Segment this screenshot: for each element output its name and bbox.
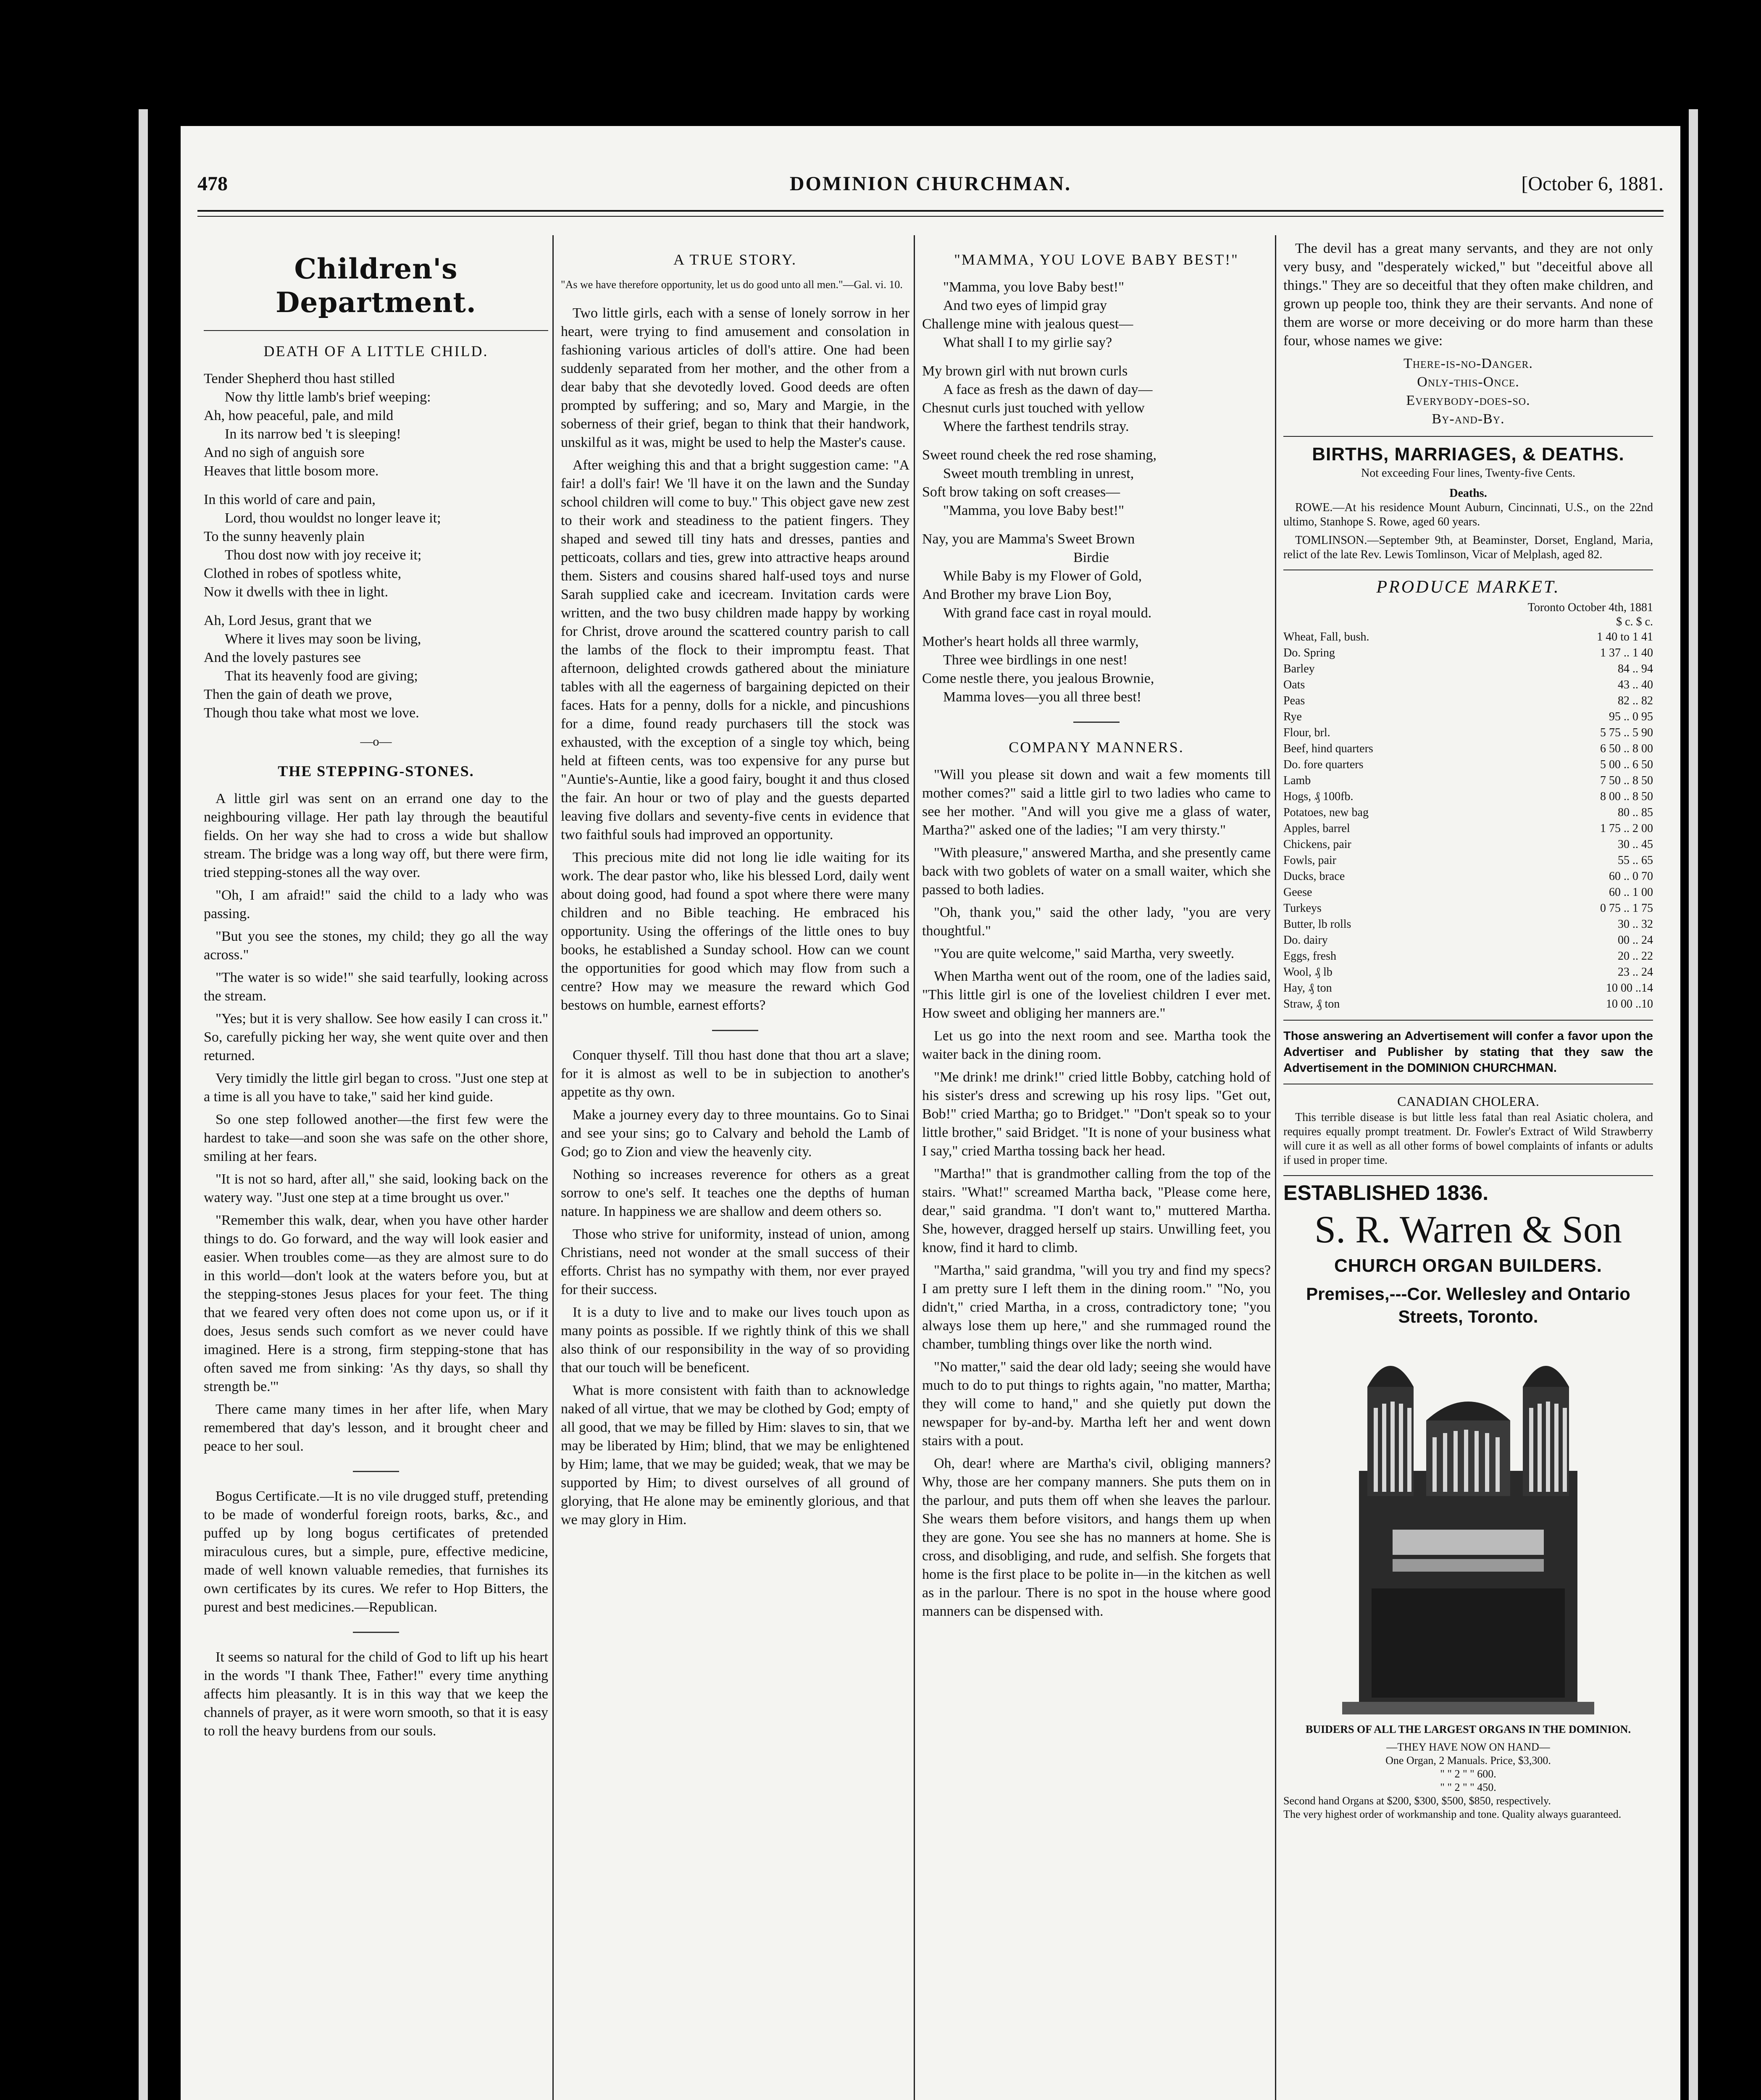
market-row: [1283, 837, 1653, 853]
column-divider: [914, 235, 915, 2100]
pipe-organ-illustration: [1342, 1336, 1594, 1714]
market-units: $ c. $ c.: [1616, 615, 1653, 628]
firm-name: S. R. Warren & Son: [1314, 1208, 1622, 1251]
verse-line: And the lovely pastures see: [204, 650, 361, 665]
verse-line: Mamma loves—you all three best!: [943, 689, 1142, 705]
market-row: [1283, 677, 1653, 693]
verse-line: Now thy little lamb's brief weeping:: [225, 389, 431, 405]
market-table: [1283, 629, 1653, 1012]
organ-price-line: One Organ, 2 Manuals. Price, $3,300.: [1385, 1754, 1551, 1767]
verse-line: "Mamma, you love Baby best!": [943, 503, 1124, 518]
paragraph: This precious mite did not long lie idle waiting for its work. The dear pastor who, like his blessed Lord, daily went about doing good, had found a spot where there were many children and no Bible teaching. He embraced his opportunity. Using the offerings of the little ones to buy books, he established a Sunday school. How can we count the opportunities for good which may flow from such a centre? How may we measure the reward which God bestows on humble, earnest efforts?: [561, 850, 909, 1013]
deaths-heading: Deaths.: [1449, 487, 1487, 500]
paragraph: "The water is so wide!" she said tearfully, looking across the stream.: [204, 970, 548, 1004]
market-price: 20 .. 22: [1618, 950, 1653, 963]
market-price: 82 .. 82: [1618, 694, 1653, 707]
paragraph: Very timidly the little girl began to cross. "Just one step at a time is all you have to take," said her kind guide.: [204, 1071, 548, 1105]
verse-line: Where the farthest tendrils stray.: [943, 419, 1129, 434]
market-price: 23 .. 24: [1618, 966, 1653, 979]
market-price: 5 00 .. 6 50: [1600, 758, 1653, 771]
verse-line: Now it dwells with thee in light.: [204, 584, 389, 600]
paragraph: It seems so natural for the child of God to lift up his heart in the words "I thank Thee, Father!" every time anything affects him pleasantly. It is in this way that we keep the channels of prayer, as it were worn smooth, so that it is easy to roll the heavy burdens from our souls.: [204, 1649, 548, 1739]
paragraph: A little girl was sent on an errand one day to the neighbouring village. Her path lay through the beautiful fields. On her way she had to cross a wide but shallow stream. The bridge was a long way off, but there were firm, tried stepping-stones all the way over.: [204, 791, 548, 880]
verse-line: My brown girl with nut brown curls: [922, 363, 1128, 379]
paragraph: Bogus Certificate.—It is no vile drugged stuff, pretending to be made of wonderful foreign roots, barks, &c., and puffed up by long bogus certificates of pretended miraculous cures, but a simple, pure, effective medicine, made of well known valuable remedies, that furnishes its own certificates by its cures. We refer to Hop Bitters, the purest and best medicines.—Republican.: [204, 1488, 548, 1615]
poem-title: DEATH OF A LITTLE CHILD.: [263, 343, 489, 360]
divider: [1283, 1020, 1653, 1021]
market-date: Toronto October 4th, 1881: [1527, 601, 1653, 614]
market-price: 60 .. 0 70: [1609, 870, 1653, 883]
market-item: Lamb: [1283, 774, 1311, 787]
market-item: Ducks, brace: [1283, 870, 1345, 883]
market-item: Wheat, Fall, bush.: [1283, 630, 1369, 643]
market-item: Fowls, pair: [1283, 854, 1336, 867]
market-row: [1283, 948, 1653, 964]
market-row: [1283, 916, 1653, 932]
market-price: 00 .. 24: [1618, 934, 1653, 947]
market-price: 10 00 ..14: [1606, 982, 1653, 995]
advertiser-notice: Those answering an Advertisement will confer a favor upon the Advertiser and Publisher by stating that they saw the Advertisement in the DOMINION CHURCHMAN.: [1283, 1029, 1653, 1075]
servant-name: Everybody-does-so.: [1406, 393, 1530, 408]
verse-line: That its heavenly food are giving;: [225, 668, 418, 684]
divider: [1283, 436, 1653, 437]
servant-name: Only-this-Once.: [1417, 374, 1519, 390]
stanza: [204, 491, 548, 601]
page-number: 478: [197, 173, 228, 195]
market-row: [1283, 996, 1653, 1012]
page-fringe-left: [139, 109, 148, 2100]
column-2: [561, 239, 909, 2100]
market-item: Rye: [1283, 710, 1302, 723]
market-row: [1283, 645, 1653, 661]
notices-rate: Not exceeding Four lines, Twenty-five Cents.: [1361, 467, 1575, 480]
story-title: COMPANY MANNERS.: [1009, 739, 1184, 756]
column-4: [1283, 239, 1653, 2100]
paragraph: "Martha!" that is grandmother calling from the top of the stairs. "What!" screamed Martha back, "Please come here, dear," said grandma. "I don't want to," muttered Martha. She, however, dragged herself up stairs. Unwilling feet, you know, find it hard to climb.: [922, 1166, 1271, 1255]
organ-icon: [1342, 1336, 1594, 1714]
paragraph: "Martha," said grandma, "will you try and find my specs? I am pretty sure I left them in the dining room." "No, you didn't," cried Martha, in a cross, contradictory tone; "you always lose them up here," and she rummaged round the chamber, tumbling things over like the north wind.: [922, 1263, 1271, 1352]
scan-border-left: [0, 0, 134, 2100]
market-price: 1 40 to 1 41: [1597, 630, 1653, 643]
verse-line: Three wee birdlings in one nest!: [943, 652, 1128, 668]
organ-price-line: " " 2 " " 450.: [1440, 1781, 1496, 1793]
divider: [204, 330, 548, 331]
market-item: Oats: [1283, 678, 1305, 691]
paragraph: Conquer thyself. Till thou hast done that thou art a slave; for it is almost as well to be in subjection to another's appetite as thy own.: [561, 1047, 909, 1100]
market-price: 95 .. 0 95: [1609, 710, 1653, 723]
paragraph: Make a journey every day to three mountains. Go to Sinai and see your sins; go to Calvary and behold the Lamb of God; go to Zion and view the heavenly city.: [561, 1107, 909, 1160]
stanza: [204, 612, 548, 722]
firm-subtitle: CHURCH ORGAN BUILDERS.: [1334, 1255, 1602, 1276]
market-row: [1283, 964, 1653, 980]
market-row: [1283, 693, 1653, 709]
organ-price-line: " " 2 " " 600.: [1440, 1768, 1496, 1780]
paragraph: The devil has a great many servants, and they are not only very busy, and "desperately wicked," but "deceitful above all things." They are so deceitful that they often make children, and grown up people too, think they are their servants. And none of them are worse or more deceiving or do more harm than these four, whose names we give:: [1283, 241, 1653, 349]
verse-line: Heaves that little bosom more.: [204, 463, 379, 479]
market-price: 8 00 .. 8 50: [1600, 790, 1653, 803]
verse-line: And no sigh of anguish sore: [204, 445, 365, 460]
paragraph: "It is not so hard, after all," she said, looking back on the watery way. "Just one step at a time brought us over.": [204, 1171, 548, 1205]
verse-line: Tender Shepherd thou hast stilled: [204, 371, 395, 386]
section-separator: —o—: [360, 735, 392, 748]
verse-line: While Baby is my Flower of Gold,: [943, 568, 1142, 584]
market-row: [1283, 741, 1653, 757]
stanza: [204, 370, 548, 480]
department-heading: Children's Department.: [276, 252, 476, 319]
verse-line: Chesnut curls just touched with yellow: [922, 400, 1145, 416]
market-price: 84 .. 94: [1618, 662, 1653, 675]
servant-name: There-is-no-Danger.: [1403, 356, 1533, 371]
cholera-heading: CANADIAN CHOLERA.: [1397, 1094, 1539, 1109]
issue-date: [October 6, 1881.: [1521, 173, 1664, 195]
builders-line: BUIDERS OF ALL THE LARGEST ORGANS IN THE DOMINION.: [1305, 1723, 1631, 1735]
paragraph: It is a duty to live and to make our lives touch upon as many points as possible. If we rightly think of this we shall also think of our responsibility in the way of so providing that our touch will be beneficent.: [561, 1305, 909, 1376]
paragraph: "Remember this walk, dear, when you have other harder things to do. Go forward, and the way will look easier and easier. When troubles come—as they are almost sure to do in this world—don't look at the waters before you, but at the stepping-stones Jesus places for your feet. The thing that we feared very often does not come upon us, or if it does, Jesus sends such comfort as we never could have imagined. Here is a strong, firm stepping-stone that has often saved me from sinking: 'As thy days, so shall thy strength be.'": [204, 1213, 548, 1394]
market-price: 55 .. 65: [1618, 854, 1653, 867]
market-item: Turkeys: [1283, 902, 1322, 915]
verse-line: Sweet round cheek the red rose shaming,: [922, 447, 1156, 463]
firm-address: Premises,---Cor. Wellesley and Ontario Streets, Toronto.: [1306, 1284, 1630, 1326]
death-notice: TOMLINSON.—September 9th, at Beaminster, Dorset, England, Maria, relict of the late Rev. Lewis Tomlinson, Vicar of Melplash, aged 82.: [1283, 534, 1653, 561]
verse-line: Ah, Lord Jesus, grant that we: [204, 613, 372, 628]
column-1: [204, 239, 548, 2100]
verse-line: In its narrow bed 't is sleeping!: [225, 426, 401, 442]
publication-title: DOMINION CHURCHMAN.: [789, 173, 1072, 195]
workmanship-line: The very highest order of workmanship and tone. Quality always guaranteed.: [1283, 1808, 1622, 1820]
market-row: [1283, 869, 1653, 885]
header-rule-thin: [197, 216, 1664, 217]
verse-line: Where it lives may soon be living,: [225, 631, 421, 647]
stanza: [922, 362, 1271, 436]
paragraph: Nothing so increases reverence for others as a great sorrow to one's self. It teaches one the depths of human nature. In happiness we are shallow and deem others so.: [561, 1167, 909, 1219]
market-price: 30 .. 45: [1618, 838, 1653, 851]
market-item: Chickens, pair: [1283, 838, 1351, 851]
verse-line: Challenge mine with jealous quest—: [922, 316, 1133, 332]
verse-line: Birdie: [1073, 550, 1109, 565]
market-price: 7 50 .. 8 50: [1600, 774, 1653, 787]
market-item: Hogs, ₰ 100fb.: [1283, 790, 1354, 803]
market-item: Hay, ₰ ton: [1283, 982, 1332, 995]
verse-line: To the sunny heavenly plain: [204, 529, 365, 544]
market-price: 43 .. 40: [1618, 678, 1653, 691]
verse-line: Nay, you are Mamma's Sweet Brown: [922, 531, 1135, 547]
market-item: Potatoes, new bag: [1283, 806, 1369, 819]
header-rule: [197, 210, 1664, 212]
paragraph: After weighing this and that a bright suggestion came: "A fair! a doll's fair! We 'll have it on the lawn and the Sunday school children will come to buy." This object gave new zest to their work and steadiness to the patient fingers. They shaped and sewed till tiny hats and dresses, panties and petticoats, collars and ties, grew into attractive heaps around them. Sisters and cousins shared half-used toys and nurse Sarah supplied cake and icecream. Invitation cards were written, and the two busy children made happy by working for Christ, drove around the scattered country parish to call the lambs of the flock to their impromptu feast. That afternoon, delighted crowds gathered about the miniature tables with all the eagerness of bargaining depicted on their faces. Hats for a penny, dolls for a nickle, and pincushions for a dime, found ready purchasers till the stock was exhausted, with the exception of a single toy which, being held at fifteen cents, was too expensive for any purse but "Auntie's-Auntie, like a good fairy, bought it and thus closed the fair. An hour or two of play and the guests departed leaving five dollars and seventy-five cents in evidence that two faithful souls had improved an opportunity.: [561, 457, 909, 843]
market-row: [1283, 853, 1653, 869]
page-fringe-right: [1689, 109, 1698, 2100]
paragraph: Those who strive for uniformity, instead of union, among Christians, need not wonder at the small success of their efforts. Christ has no sympathy with them, nor ever prayed for their success.: [561, 1226, 909, 1297]
market-row: [1283, 629, 1653, 645]
column-divider: [1275, 235, 1276, 2100]
market-price: 5 75 .. 5 90: [1600, 726, 1653, 739]
market-item: Wool, ₰ lb: [1283, 966, 1333, 979]
short-rule: [353, 1632, 399, 1633]
market-price: 60 .. 1 00: [1609, 886, 1653, 899]
verse-line: What shall I to my girlie say?: [943, 335, 1112, 350]
verse-line: A face as fresh as the dawn of day—: [943, 382, 1153, 397]
paragraph: When Martha went out of the room, one of the ladies said, "This little girl is one of the loveliest children I ever met. How sweet and obliging her manners are.": [922, 969, 1271, 1021]
divider: [1283, 1175, 1653, 1176]
market-item: Beef, hind quarters: [1283, 742, 1373, 755]
verse-line: Then the gain of death we prove,: [204, 687, 392, 702]
paragraph: "You are quite welcome," said Martha, very sweetly.: [934, 946, 1235, 961]
verse-line: "Mamma, you love Baby best!": [943, 279, 1124, 295]
market-item: Do. Spring: [1283, 646, 1335, 659]
market-price: 6 50 .. 8 00: [1600, 742, 1653, 755]
verse-line: Sweet mouth trembling in unrest,: [943, 466, 1134, 481]
market-row: [1283, 821, 1653, 837]
servant-name: By-and-By.: [1432, 411, 1505, 427]
market-item: Peas: [1283, 694, 1305, 707]
paragraph: "Me drink! me drink!" cried little Bobby, catching hold of his sister's dress and screwing up his rosy lips. "Get out, Bob!" cried Martha; go to Bridget." "Don't speak so to your little brother," said Bridget. "It is none of your business what I say," cried Martha tossing back her head.: [922, 1069, 1271, 1159]
market-item: Eggs, fresh: [1283, 950, 1336, 963]
story-title: THE STEPPING-STONES.: [278, 763, 474, 780]
column-divider: [552, 235, 554, 2100]
cholera-text: This terrible disease is but little less fatal than real Asiatic cholera, and requires equally prompt treatment. Dr. Fowler's Extract of Wild Strawberry will cure it as well as all other forms of bowel complaints of infants or adults if used in proper time.: [1283, 1111, 1653, 1167]
short-rule: [712, 1030, 758, 1031]
market-price: 10 00 ..10: [1606, 998, 1653, 1011]
on-hand-heading: —THEY HAVE NOW ON HAND—: [1386, 1741, 1550, 1753]
verse-line: And Brother my brave Lion Boy,: [922, 587, 1112, 602]
verse-line: Lord, thou wouldst no longer leave it;: [225, 510, 441, 526]
second-hand-line: Second hand Organs at $200, $300, $500, $850, respectively.: [1283, 1795, 1551, 1807]
paragraph: What is more consistent with faith than to acknowledge naked of all virtue, that we may be clothed by God; empty of all good, that we may be filled by Him: slaves to sin, that we may be liberated by Him; blind, that we may be enlightened by Him; lame, that we may be guided; weak, that we may be supported by Him; to divest ourselves of all ground of glorying, that He alone may be eminently glorious, and that we may glory in Him.: [561, 1383, 909, 1528]
market-heading: PRODUCE MARKET.: [1376, 578, 1560, 597]
market-row: [1283, 773, 1653, 789]
market-item: Barley: [1283, 662, 1315, 675]
short-rule: [353, 1471, 399, 1472]
verse-line: In this world of care and pain,: [204, 492, 376, 507]
market-row: [1283, 885, 1653, 900]
stanza: [922, 278, 1271, 352]
death-notice: ROWE.—At his residence Mount Auburn, Cincinnati, U.S., on the 22nd ultimo, Stanhope S. Rowe, aged 60 years.: [1283, 501, 1653, 528]
paragraph: "Oh, I am afraid!" said the child to a lady who was passing.: [204, 887, 548, 921]
paragraph: "Will you please sit down and wait a few moments till mother comes?" said a little girl to two ladies who came to see her mother. "And will you give me a glass of water, Martha?" asked one of the ladies; "I am very thirsty.": [922, 767, 1271, 838]
page-header: [197, 172, 1664, 202]
verse-line: Soft brow taking on soft creases—: [922, 484, 1120, 500]
verse-line: Though thou take what most we love.: [204, 705, 419, 721]
newspaper-page: [181, 126, 1680, 2100]
paragraph: "But you see the stones, my child; they go all the way across.": [204, 929, 548, 963]
stanza: [922, 633, 1271, 706]
market-price: 1 37 .. 1 40: [1600, 646, 1653, 659]
market-price: 0 75 .. 1 75: [1600, 902, 1653, 915]
market-row: [1283, 661, 1653, 677]
verse-line: With grand face cast in royal mould.: [943, 605, 1152, 621]
poem-title: "MAMMA, YOU LOVE BABY BEST!": [954, 251, 1239, 268]
verse-line: Mother's heart holds all three warmly,: [922, 634, 1139, 649]
market-row: [1283, 725, 1653, 741]
verse-line: And two eyes of limpid gray: [943, 298, 1107, 313]
established-line: ESTABLISHED 1836.: [1283, 1181, 1489, 1205]
verse-line: Ah, how peaceful, pale, and mild: [204, 408, 394, 423]
market-price: 30 .. 32: [1618, 918, 1653, 931]
market-row: [1283, 789, 1653, 805]
market-row: [1283, 709, 1653, 725]
verse-line: Clothed in robes of spotless white,: [204, 566, 402, 581]
verse-line: Thou dost now with joy receive it;: [225, 547, 422, 563]
market-item: Butter, lb rolls: [1283, 918, 1351, 931]
market-row: [1283, 805, 1653, 821]
paragraph: "No matter," said the dear old lady; seeing she would have much to do to put things to rights again, "no matter, Martha; they will come to hand," and she quietly put down the newspaper for by-and-by. Martha left her and went down stairs with a pout.: [922, 1359, 1271, 1449]
story-title: A TRUE STORY.: [673, 251, 797, 268]
market-row: [1283, 932, 1653, 948]
stanza: [922, 446, 1271, 520]
market-item: Do. dairy: [1283, 934, 1328, 947]
market-row: [1283, 980, 1653, 996]
paragraph: "Oh, thank you," said the other lady, "you are very thoughtful.": [922, 905, 1271, 939]
paragraph: There came many times in her after life, when Mary remembered that day's lesson, and it brought cheer and peace to her soul.: [204, 1402, 548, 1454]
paragraph: So one step followed another—the first few were the hardest to take—and soon she was safe on the other shore, smiling at her fears.: [204, 1112, 548, 1164]
paragraph: Let us go into the next room and see. Martha took the waiter back in the dining room.: [922, 1028, 1271, 1062]
market-item: Apples, barrel: [1283, 822, 1350, 835]
paragraph: Two little girls, each with a sense of lonely sorrow in her heart, were trying to find amusement and consolation in fashioning various articles of doll's attire. One had been suddenly separated from her mother, and the other from a dear baby that she devotedly loved. Good deeds are often prompted by suffering; and so, Mary and Margie, in the soberness of their grief, began to think that their handwork, unskilful as it was, might be used to help the Master's cause.: [561, 305, 909, 450]
short-rule: [1073, 722, 1120, 723]
stanza: [922, 530, 1271, 622]
column-3: [922, 239, 1271, 2100]
paragraph: Oh, dear! where are Martha's civil, obliging manners? Why, those are her company manners. She puts them on in the parlour, and puts them off when she leaves the parlour. She wears them before visitors, and hangs them up when they are gone. You see she has no manners at home. She is cross, and disobliging, and rude, and selfish. She forgets that home is the first place to be polite in—in the kitchen as well as in the parlour. There is no spot in the house where good manners can be dispensed with.: [922, 1456, 1271, 1619]
verse-line: Come nestle there, you jealous Brownie,: [922, 671, 1154, 686]
market-item: Straw, ₰ ton: [1283, 998, 1340, 1011]
paragraph: "Yes; but it is very shallow. See how easily I can cross it." So, carefully picking her way, she went quite over and then returned.: [204, 1011, 548, 1063]
market-item: Do. fore quarters: [1283, 758, 1364, 771]
market-row: [1283, 757, 1653, 773]
market-row: [1283, 900, 1653, 916]
market-item: Flour, brl.: [1283, 726, 1330, 739]
epigraph: "As we have therefore opportunity, let us do good unto all men."—Gal. vi. 10.: [561, 278, 903, 291]
market-price: 80 .. 85: [1618, 806, 1653, 819]
notices-heading: BIRTHS, MARRIAGES, & DEATHS.: [1312, 444, 1624, 465]
paragraph: "With pleasure," answered Martha, and she presently came back with two goblets of water on a small waiter, which she passed to both ladies.: [922, 845, 1271, 898]
market-price: 1 75 .. 2 00: [1600, 822, 1653, 835]
market-item: Geese: [1283, 886, 1312, 899]
